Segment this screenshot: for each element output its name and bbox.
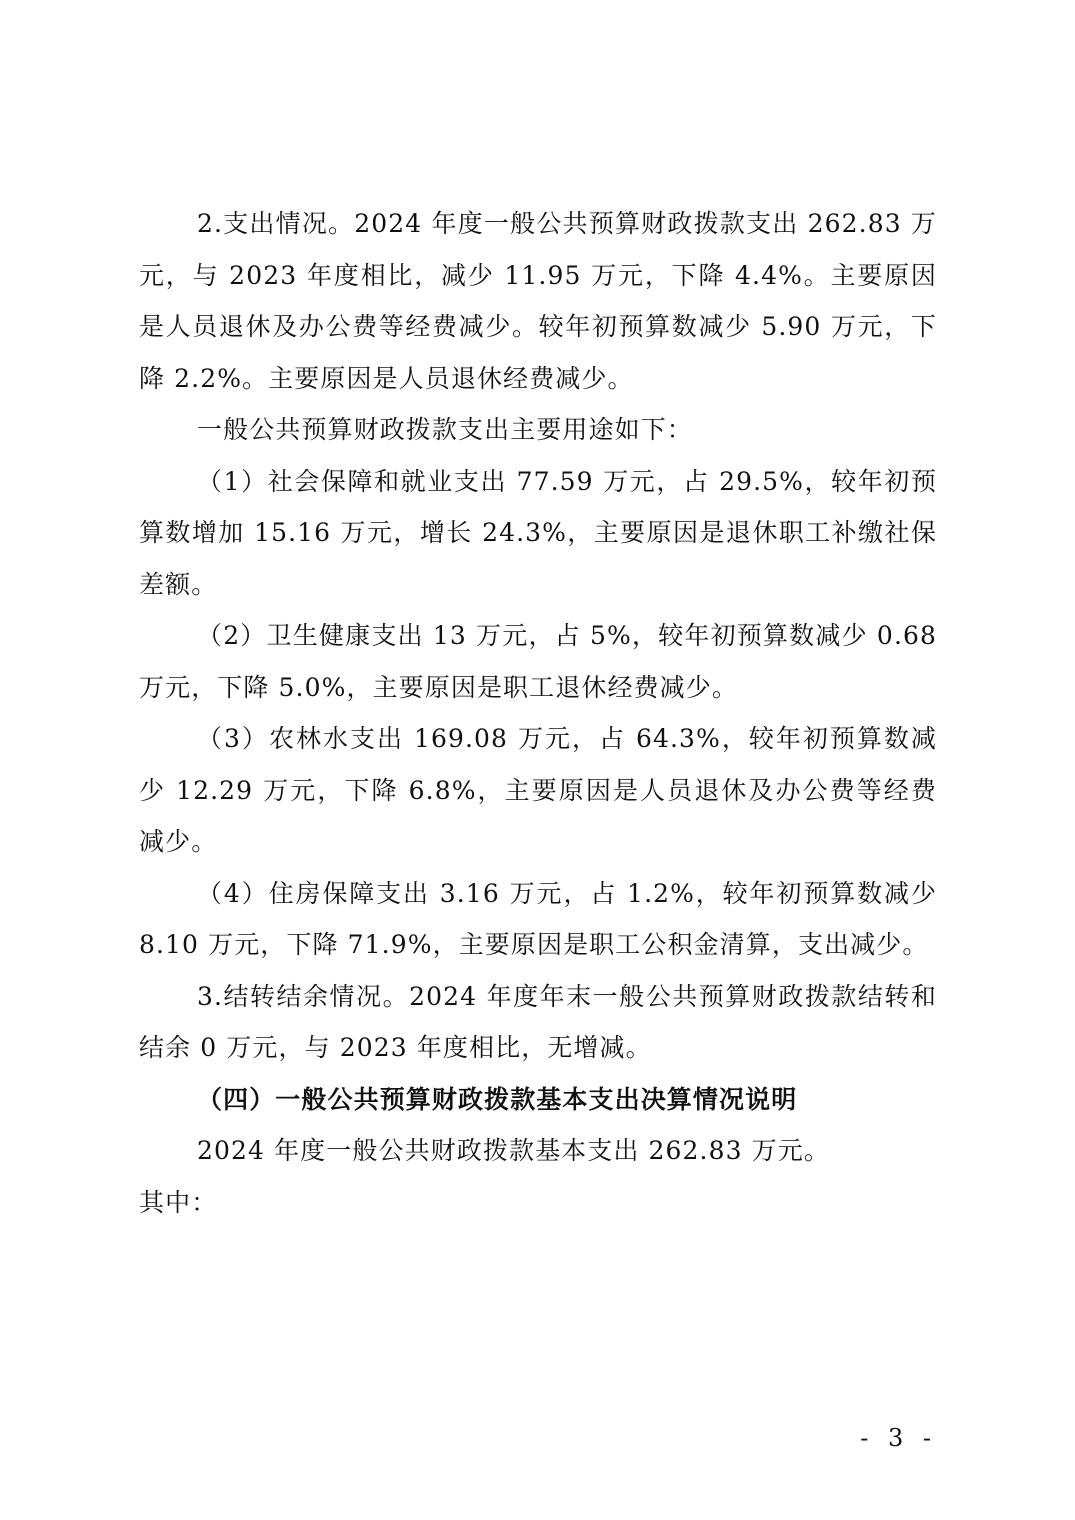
paragraph-agriculture: （3）农林水支出 169.08 万元，占 64.3%，较年初预算数减少 12.29 万元，下降 6.8%，主要原因是人员退休及办公费等经费减少。 [139,724,937,856]
paragraph-main-uses-intro: 一般公共预算财政拨款支出主要用途如下： [197,415,693,444]
paragraph-expenditure: 2.支出情况。2024 年度一般公共预算财政拨款支出 262.83 万元，与 2023 年度相比，减少 11.95 万元，下降 4.4%。主要原因是人员退休及办公费等经费减少。较年初预算数减少 5.90 万元，下降 2.2%。主要原因是人员退休经费减少。 [139,209,937,393]
paragraph-basic-expenditure: 2024 年度一般公共财政拨款基本支出 262.83 万元。 [197,1136,830,1165]
paragraph-health: （2）卫生健康支出 13 万元，占 5%，较年初预算数减少 0.68 万元，下降 5.0%，主要原因是职工退休经费减少。 [139,621,937,702]
paragraph-carryover: 3.结转结余情况。2024 年度年末一般公共预算财政拨款结转和结余 0 万元，与 2023 年度相比，无增减。 [139,981,937,1062]
paragraph-housing: （4）住房保障支出 3.16 万元，占 1.2%，较年初预算数减少 8.10 万元，下降 71.9%，主要原因是职工公积金清算，支出减少。 [139,878,937,959]
section-heading-basic-expenditure: （四）一般公共预算财政拨款基本支出决算情况说明 [197,1084,798,1114]
page-number: - 3 - [860,1424,937,1452]
paragraph-social-security: （1）社会保障和就业支出 77.59 万元，占 29.5%，较年初预算数增加 15.16 万元，增长 24.3%，主要原因是退休职工补缴社保差额。 [139,466,937,599]
page-body [139,198,937,1228]
paragraph-among-which: 其中： [139,1187,218,1217]
